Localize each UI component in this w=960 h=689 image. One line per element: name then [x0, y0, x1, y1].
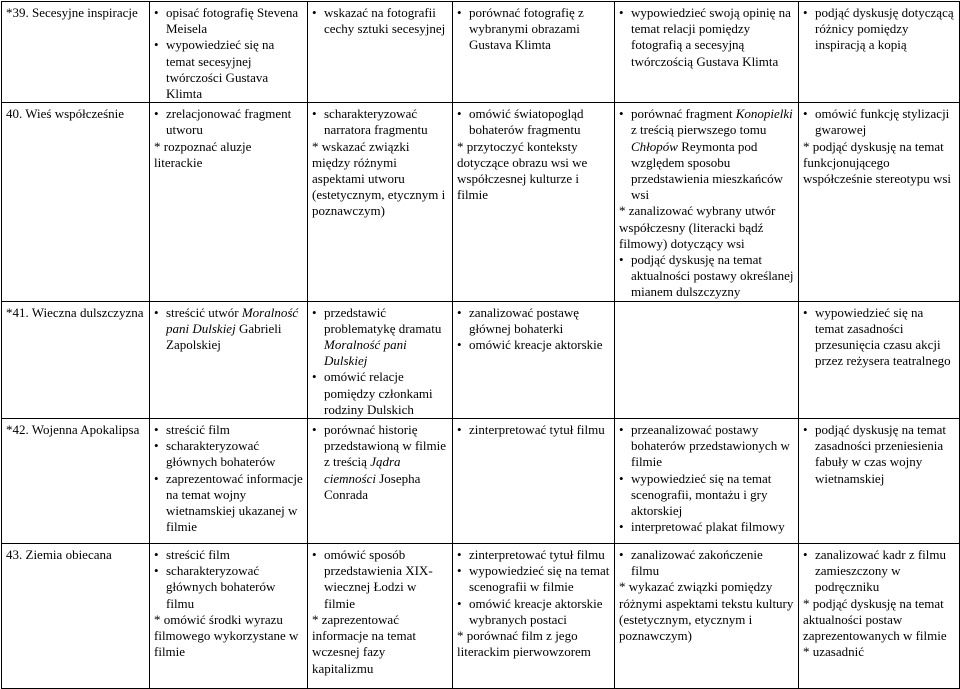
item-text: streścić utwór [166, 304, 242, 320]
requirement-list [803, 5, 955, 54]
requirements-cell [453, 2, 615, 103]
requirements-cell [453, 301, 615, 418]
item-text: porównać fragment [631, 106, 736, 122]
topic-label: 43. Ziemia obiecana [6, 547, 112, 563]
item-text: podjąć dyskusję na temat aktualności postawy określanej mianem dulszczyzny [631, 252, 794, 300]
requirements-cell [150, 103, 308, 301]
table-row [2, 544, 960, 689]
bullet-item [457, 563, 610, 595]
item-text: * podjąć dyskusję na temat aktualności postaw zaprezentowanych w filmie [803, 595, 947, 644]
bullet-item [619, 106, 794, 203]
requirements-cell [615, 419, 799, 544]
table-row [2, 103, 960, 301]
requirements-cell [308, 419, 453, 544]
item-text: wypowiedzieć swoją opinię na temat relacji pomiędzy fotografią a secesyjną twórczością Gustava Klimta [631, 5, 791, 69]
table-row [2, 2, 960, 103]
title-text: Moralność pani Dulskiej [324, 337, 407, 369]
requirement-list [457, 5, 610, 54]
requirement-list [803, 305, 955, 370]
item-text: * porównać film z jego literackim pierwowzorem [457, 628, 591, 660]
requirements-cell [453, 544, 615, 689]
topic-cell [2, 103, 150, 301]
requirement-list [803, 547, 955, 660]
requirements-cell [150, 301, 308, 418]
bullet-item [154, 438, 303, 470]
topic-cell [2, 544, 150, 689]
item-text: scharakteryzować głównych bohaterów [166, 438, 276, 470]
item-text: * uzasadnić [803, 644, 865, 660]
item-text: interpretować plakat filmowy [631, 519, 785, 535]
item-text: wypowiedzieć się na temat scenografii w filmie [469, 563, 610, 595]
item-text: zinterpretować tytuł filmu [469, 422, 605, 438]
item-text: omówić kreacje aktorskie [469, 337, 603, 353]
requirement-list [803, 106, 955, 187]
bullet-item [803, 305, 955, 370]
item-text: wypowiedzieć się na temat scenografii, montażu i gry aktorskiej [631, 470, 772, 519]
topic-label: *39. Secesyjne inspiracje [6, 5, 138, 20]
item-text: podjąć dyskusję dotyczącą różnicy pomiędzy inspiracją a kopią [815, 5, 954, 53]
bullet-item [803, 106, 955, 138]
requirement-list [803, 422, 955, 487]
item-text: omówić funkcję stylizacji gwarowej [815, 106, 950, 138]
requirement-list [154, 422, 303, 535]
topic-label: *42. Wojenna Apokalipsa [6, 422, 140, 438]
item-text: wskazać na fotografii cechy sztuki secesyjnej [324, 5, 446, 37]
bullet-item [312, 305, 448, 370]
item-text: przedstawić problematykę dramatu [324, 304, 442, 336]
item-text: streścić film [166, 547, 230, 563]
extended-item [803, 596, 955, 645]
extended-item [803, 644, 955, 660]
item-text: * zanalizować wybrany utwór współczesny (literacki bądź filmowy) dotyczący wsi [619, 203, 776, 251]
item-text: podjąć dyskusję na temat zasadności przeniesienia fabuły w czas wojny wietnamskiej [815, 422, 947, 486]
title-text: Jądra ciemności [324, 454, 401, 486]
requirement-list [154, 5, 303, 102]
bullet-item [457, 305, 610, 337]
item-text: scharakteryzować głównych bohaterów filmu [166, 563, 276, 611]
extended-item [312, 139, 448, 220]
bullet-item [154, 547, 303, 563]
item-text: opisać fotografię Stevena Meisela [166, 5, 299, 37]
title-text: Moralność pani Dulskiej [166, 304, 299, 336]
requirements-cell [615, 301, 799, 418]
extended-item [154, 139, 303, 171]
item-text: zinterpretować tytuł filmu [469, 547, 605, 563]
item-text: przeanalizować postawy bohaterów przedstawionych w filmie [631, 422, 790, 470]
bullet-item [803, 422, 955, 487]
requirements-cell [799, 419, 960, 544]
title-text: Konopielki [735, 106, 793, 122]
item-text: z treścią pierwszego tomu [631, 122, 767, 138]
item-text: * omówić środki wyrazu filmowego wykorzystane w filmie [154, 611, 299, 660]
bullet-item [457, 5, 610, 54]
bullet-item [457, 422, 610, 438]
requirement-list [457, 547, 610, 660]
bullet-item [154, 106, 303, 138]
item-text: * przytoczyć konteksty dotyczące obrazu wsi we współczesnej kulturze i filmie [457, 138, 588, 203]
topic-cell [2, 419, 150, 544]
requirement-list [457, 106, 610, 203]
bullet-item [154, 37, 303, 102]
item-text: porównać historię przedstawioną w filmie z treścią [324, 422, 447, 470]
bullet-item [457, 337, 610, 353]
bullet-item [457, 106, 610, 138]
item-text: Gabrieli Zapolskiej [166, 320, 282, 353]
topic-cell [2, 301, 150, 418]
bullet-item [312, 5, 448, 37]
requirements-cell [799, 103, 960, 301]
table-row [2, 301, 960, 418]
bullet-item [619, 547, 794, 579]
requirements-cell [615, 2, 799, 103]
requirements-cell [308, 2, 453, 103]
item-text: zanalizować postawę głównej bohaterki [469, 304, 580, 336]
requirement-list [312, 305, 448, 418]
requirements-cell [150, 419, 308, 544]
requirements-cell [150, 544, 308, 689]
requirement-list [154, 106, 303, 171]
requirement-list [619, 106, 794, 300]
item-text: omówić kreacje aktorskie wybranych postaci [469, 595, 603, 627]
bullet-item [312, 106, 448, 138]
topic-cell [2, 2, 150, 103]
bullet-item [803, 5, 955, 54]
item-text: * rozpoznać aluzje literackie [154, 138, 252, 170]
topic-label: *41. Wieczna dulszczyzna [6, 304, 144, 320]
requirement-list [312, 422, 448, 503]
requirements-cell [453, 103, 615, 301]
requirement-list [457, 305, 610, 354]
bullet-item [619, 519, 794, 535]
requirements-cell [150, 2, 308, 103]
requirement-list [154, 547, 303, 660]
bullet-item [154, 563, 303, 612]
requirement-list [619, 5, 794, 70]
extended-item [154, 612, 303, 661]
bullet-item [619, 5, 794, 70]
extended-item [312, 612, 448, 677]
requirements-cell [308, 103, 453, 301]
extended-item [457, 139, 610, 204]
requirement-list [154, 305, 303, 354]
requirements-cell [453, 419, 615, 544]
extended-item [619, 203, 794, 252]
item-text: wypowiedzieć się na temat secesyjnej twórczości Gustava Klimta [166, 37, 275, 102]
curriculum-table [1, 1, 960, 689]
requirements-cell [308, 301, 453, 418]
item-text: * wskazać związki między różnymi aspektami utworu (estetycznym, etycznym i poznawczym) [312, 138, 446, 219]
bullet-item [312, 369, 448, 418]
requirements-cell [615, 103, 799, 301]
requirements-cell [799, 544, 960, 689]
item-text: wypowiedzieć się na temat zasadności przesunięcia czasu akcji przez reżysera teatralnego [815, 304, 951, 369]
title-text: Chłopów [631, 138, 678, 154]
bullet-item [312, 547, 448, 612]
item-text: omówić światopogląd bohaterów fragmentu [469, 106, 584, 138]
item-text: * podjąć dyskusję na temat funkcjonującego współcześnie stereotypu wsi [803, 138, 952, 187]
item-text: omówić sposób przedstawienia XIX-wiecznej Łodzi w filmie [324, 547, 433, 611]
item-text: zanalizować kadr z filmu zamieszczony w podręczniku [815, 547, 947, 595]
bullet-item [154, 5, 303, 37]
requirements-cell [799, 2, 960, 103]
bullet-item [619, 252, 794, 301]
item-text: scharakteryzować narratora fragmentu [324, 106, 428, 138]
item-text: porównać fotografię z wybranymi obrazami Gustava Klimta [469, 5, 584, 53]
requirement-list [312, 5, 448, 37]
item-text: Reymonta pod względem sposobu przedstawienia mieszkańców wsi [631, 138, 783, 203]
topic-label: 40. Wieś współcześnie [6, 106, 125, 122]
table-row [2, 419, 960, 544]
bullet-item [154, 422, 303, 438]
bullet-item [457, 547, 610, 563]
bullet-item [619, 422, 794, 471]
bullet-item [312, 422, 448, 503]
item-text: Josepha Conrada [324, 470, 421, 502]
requirements-cell [799, 301, 960, 418]
item-text: * wykazać związki pomiędzy różnymi aspektami tekstu kultury (estetycznym, etycznym i poznawczym) [619, 579, 794, 644]
requirements-cell [615, 544, 799, 689]
requirement-list [619, 547, 794, 644]
item-text: zanalizować zakończenie filmu [631, 547, 763, 579]
requirement-list [457, 422, 610, 438]
requirement-list [619, 422, 794, 535]
requirements-cell [308, 544, 453, 689]
item-text: streścić film [166, 422, 230, 438]
item-text: * zaprezentować informacje na temat wczesnej fazy kapitalizmu [312, 611, 416, 676]
extended-item [457, 628, 610, 660]
requirement-list [312, 106, 448, 219]
bullet-item [154, 305, 303, 354]
bullet-item [619, 471, 794, 520]
extended-item [803, 139, 955, 188]
bullet-item [803, 547, 955, 596]
item-text: zrelacjonować fragment utworu [166, 106, 292, 138]
bullet-item [154, 471, 303, 536]
item-text: omówić relacje pomiędzy członkami rodziny Dulskich [324, 369, 433, 417]
item-text: zaprezentować informacje na temat wojny wietnamskiej ukazanej w filmie [166, 470, 303, 535]
